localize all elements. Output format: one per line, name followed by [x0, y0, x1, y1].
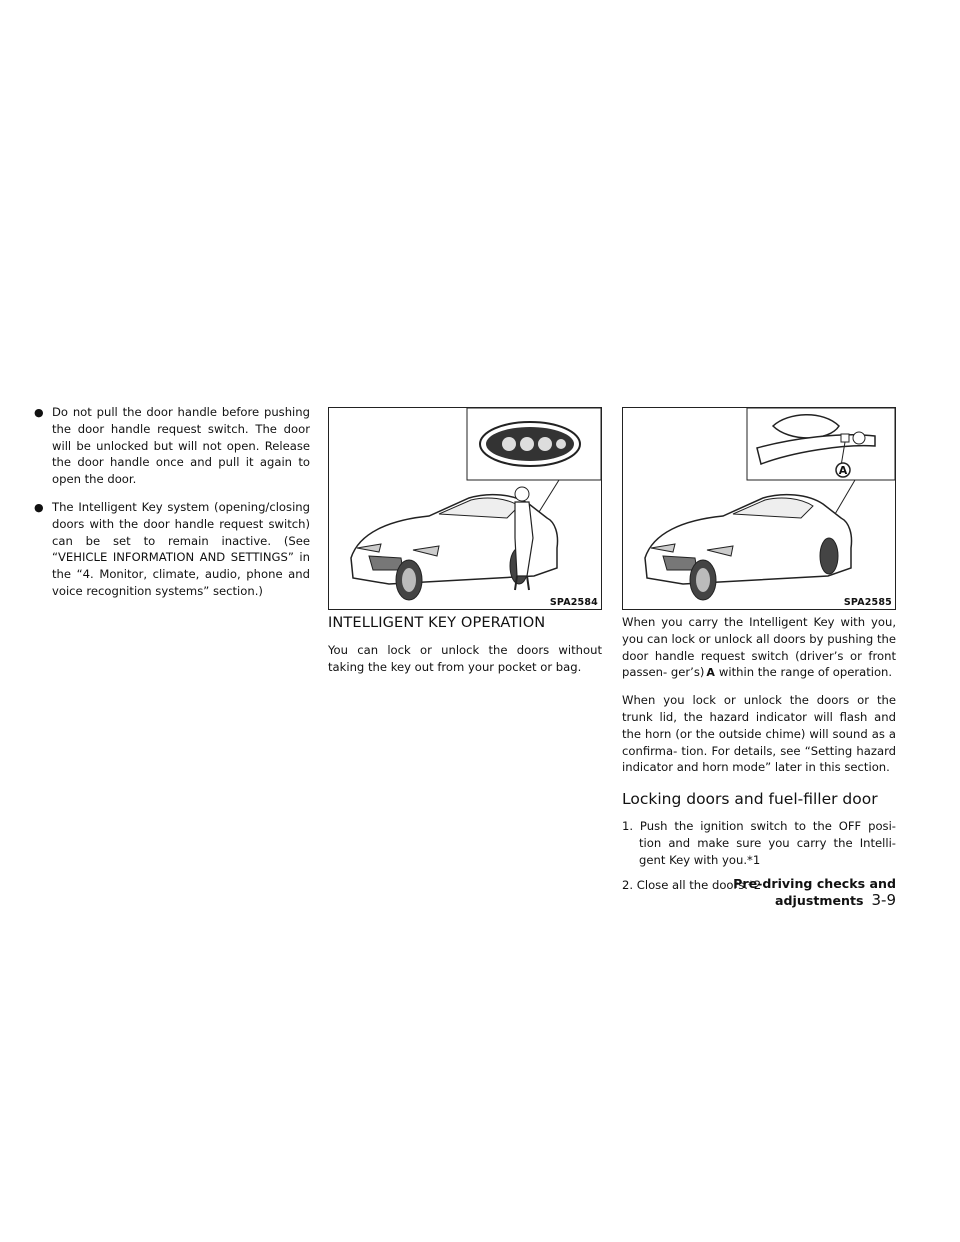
paragraph-hazard-indicator: When you lock or unlock the doors or the trunk lid, the hazard indicator will flash and the horn (or the outside chime) will sound as a confirma- tion. For details, see “Setting hazard indicator and horn mode” later in this section. — [622, 693, 896, 775]
figure-key-fob-car — [328, 407, 602, 610]
step-item: 2. Close all the doors.*2 — [622, 877, 762, 892]
para1-text-before: When you carry the Intelligent Key with you, you can lock or unlock all doors by pushing the door handle request switch (driver’s or front passen- ger’s) — [622, 615, 896, 680]
bullet-marker: ● — [34, 406, 44, 419]
page-number: 3-9 — [871, 891, 896, 909]
car-with-key-illustration — [329, 408, 601, 609]
callout-a-label: A — [838, 464, 848, 477]
paragraph-request-switch — [622, 614, 896, 682]
figure-door-handle-switch — [622, 407, 896, 610]
para1-text-after: within the range of operation. — [718, 665, 893, 680]
bullet-marker: ● — [34, 500, 44, 514]
bullet-item — [34, 499, 310, 600]
door-handle-illustration — [623, 408, 895, 609]
bullet-list — [34, 404, 310, 611]
figure-code: SPA2585 — [843, 597, 892, 608]
subheading: Locking doors and fuel-filler door — [622, 790, 878, 809]
section-intro — [328, 614, 602, 686]
chapter-title: Pre-driving checks and adjustments — [733, 876, 896, 908]
page-footer — [622, 876, 896, 909]
intro-paragraph: You can lock or unlock the doors without taking the key out from your pocket or bag. — [328, 643, 602, 674]
figure-code: SPA2584 — [549, 597, 598, 608]
bullet-text: The Intelligent Key system (opening/closing doors with the door handle request switch) can be set to remain inactive. (See “VEHICLE INFORMATION AND SETTINGS” in the “4. Monitor, climate, audio, phone and voice recognition systems” section.) — [52, 499, 310, 598]
section-heading: INTELLIGENT KEY OPERATION — [328, 614, 546, 631]
bullet-text: Do not pull the door handle before pushing the door handle request switch. The door will be unlocked but will not open. Release the door handle once and pull it again to open the door. — [52, 405, 310, 487]
step-item: 1. Push the ignition switch to the OFF posi- tion and make sure you carry the Intelli- gent Key with you.*1 — [622, 819, 896, 867]
section-details — [622, 614, 896, 901]
bullet-item — [34, 404, 310, 488]
callout-a-ref: A — [706, 666, 715, 680]
